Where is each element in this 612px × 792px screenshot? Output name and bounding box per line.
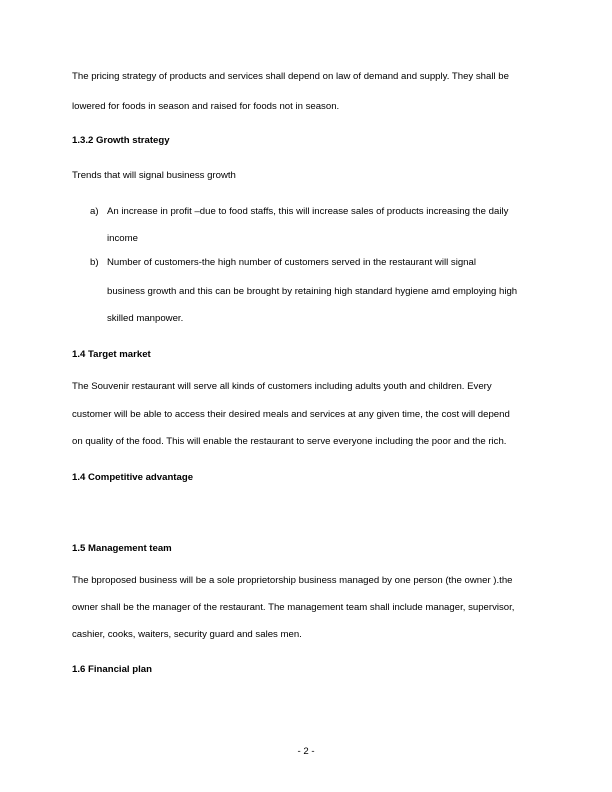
competitive-advantage-heading: 1.4 Competitive advantage: [72, 472, 194, 483]
page-number: - 2 -: [297, 746, 315, 757]
target-market-line-1: The Souvenir restaurant will serve all kinds of customers including adults youth and children. Every: [72, 381, 492, 392]
growth-item-a-marker: a): [90, 206, 99, 217]
financial-plan-heading: 1.6 Financial plan: [72, 664, 152, 675]
growth-strategy-intro: Trends that will signal business growth: [72, 170, 236, 181]
growth-item-b-line-1: Number of customers-the high number of customers served in the restaurant will signal: [107, 257, 476, 268]
management-team-line-3: cashier, cooks, waiters, security guard and sales men.: [72, 629, 302, 640]
growth-item-b-line-3: skilled manpower.: [107, 313, 184, 324]
target-market-line-2: customer will be able to access their desired meals and services at any given time, the cost will depend: [72, 409, 510, 420]
growth-item-b-line-2: business growth and this can be brought by retaining high standard hygiene amd employing high: [107, 286, 518, 297]
growth-item-a-line-2: income: [107, 233, 138, 244]
target-market-line-3: on quality of the food. This will enable the restaurant to serve everyone including the poor and the rich.: [72, 436, 507, 447]
management-team-line-1: The bproposed business will be a sole proprietorship business managed by one person (the owner ).the: [72, 575, 513, 586]
growth-strategy-heading: 1.3.2 Growth strategy: [72, 135, 170, 146]
pricing-paragraph-line-1: The pricing strategy of products and services shall depend on law of demand and supply. They shall be: [72, 71, 509, 82]
growth-item-a-line-1: An increase in profit –due to food staffs, this will increase sales of products increasing the daily: [107, 206, 509, 217]
target-market-heading: 1.4 Target market: [72, 349, 151, 360]
pricing-paragraph-line-2: lowered for foods in season and raised for foods not in season.: [72, 101, 340, 112]
management-team-heading: 1.5 Management team: [72, 543, 172, 554]
management-team-line-2: owner shall be the manager of the restaurant. The management team shall include manager, supervisor,: [72, 602, 515, 613]
growth-item-b-marker: b): [90, 257, 99, 268]
